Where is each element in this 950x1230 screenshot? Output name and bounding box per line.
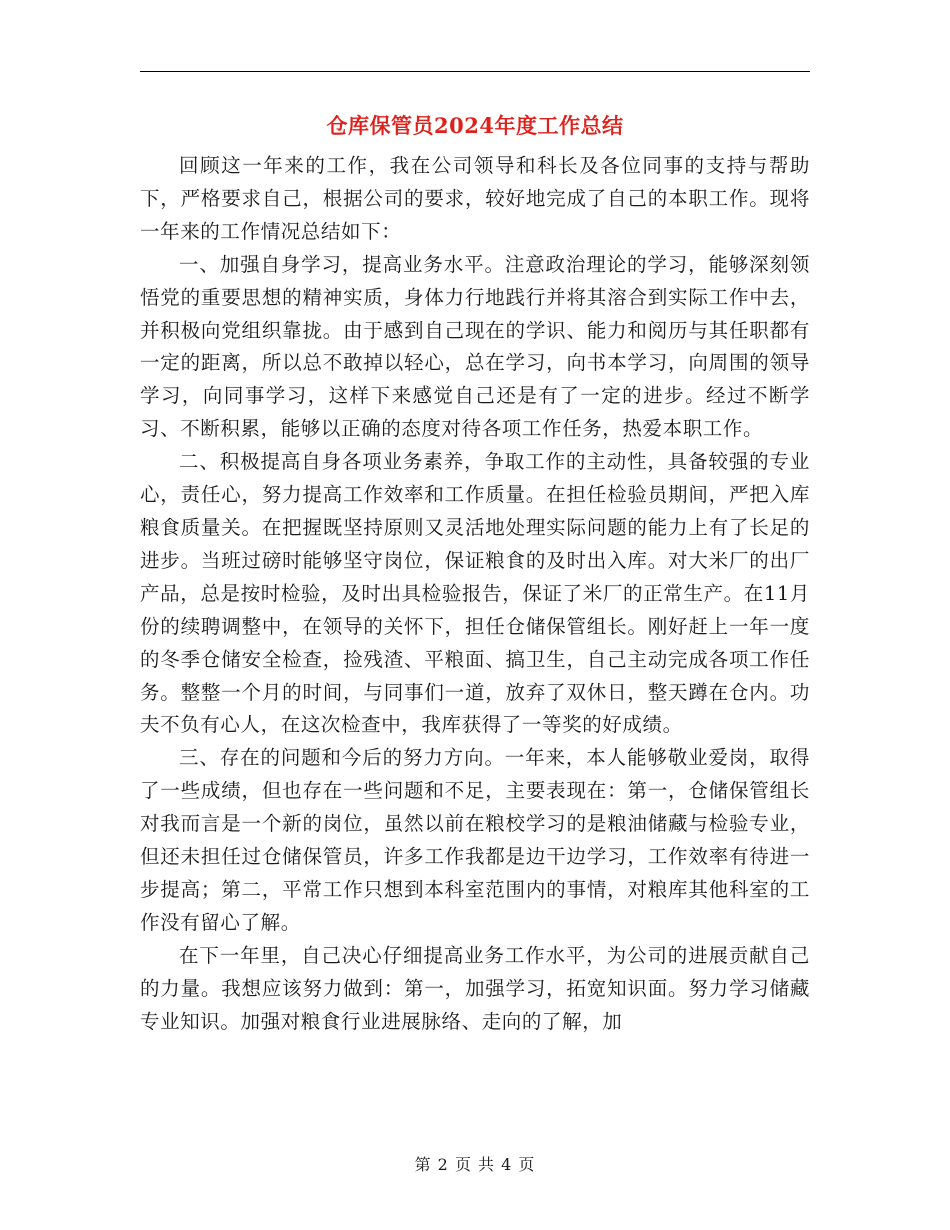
page-number-footer: 第 2 页 共 4 页 [414,1155,536,1174]
paragraph-section-2: 二、积极提高自身各项业务素养，争取工作的主动性，具备较强的专业心，责任心，努力提高工作效率和工作质量。在担任检验员期间，严把入库粮食质量关。在把握既坚持原则又灵活地处理实际问题的能力上有了长足的进步。当班过磅时能够坚守岗位，保证粮食的及时出入库。对大米厂的出厂产品，总是按时检验，及时出具检验报告，保证了米厂的正常生产。在11月份的续聘调整中，在领导的关怀下，担任仓储保管组长。刚好赶上一年一度的冬季仓储安全检查，捡残渣、平粮面、搞卫生，自己主动完成各项工作任务。整整一个月的时间，与同事们一道，放弃了双休日，整天蹲在仓内。功夫不负有心人，在这次检查中，我库获得了一等奖的好成绩。 [140,450,810,737]
document-body [140,150,810,1038]
paragraph-section-1: 一、加强自身学习，提高业务水平。注意政治理论的学习，能够深刻领悟党的重要思想的精神实质，身体力行地践行并将其溶合到实际工作中去，并积极向党组织靠拢。由于感到自己现在的学识、能力和阅历与其任职都有一定的距离，所以总不敢掉以轻心，总在学习，向书本学习，向周围的领导学习，向同事学习，这样下来感觉自己还是有了一定的进步。经过不断学习、不断积累，能够以正确的态度对待各项工作任务，热爱本职工作。 [140,252,810,441]
document-title: 仓库保管员2024年度工作总结 [326,113,624,138]
header-rule [140,71,810,72]
paragraph-next-year: 在下一年里，自己决心仔细提高业务工作水平，为公司的进展贡献自己的力量。我想应该努力做到：第一，加强学习，拓宽知识面。努力学习储藏专业知识。加强对粮食行业进展脉络、走向的了解，加 [140,943,810,1033]
paragraph-intro: 回顾这一年来的工作，我在公司领导和科长及各位同事的支持与帮助下，严格要求自己，根据公司的要求，较好地完成了自己的本职工作。现将一年来的工作情况总结如下： [140,154,810,243]
paragraph-section-3: 三、存在的问题和今后的努力方向。一年来，本人能够敬业爱岗，取得了一些成绩，但也存在一些问题和不足，主要表现在：第一，仓储保管组长对我而言是一个新的岗位，虽然以前在粮校学习的是粮油储藏与检验专业，但还未担任过仓储保管员，许多工作我都是边干边学习，工作效率有待进一步提高；第二，平常工作只想到本科室范围内的事情，对粮库其他科室的工作没有留心了解。 [140,746,810,934]
